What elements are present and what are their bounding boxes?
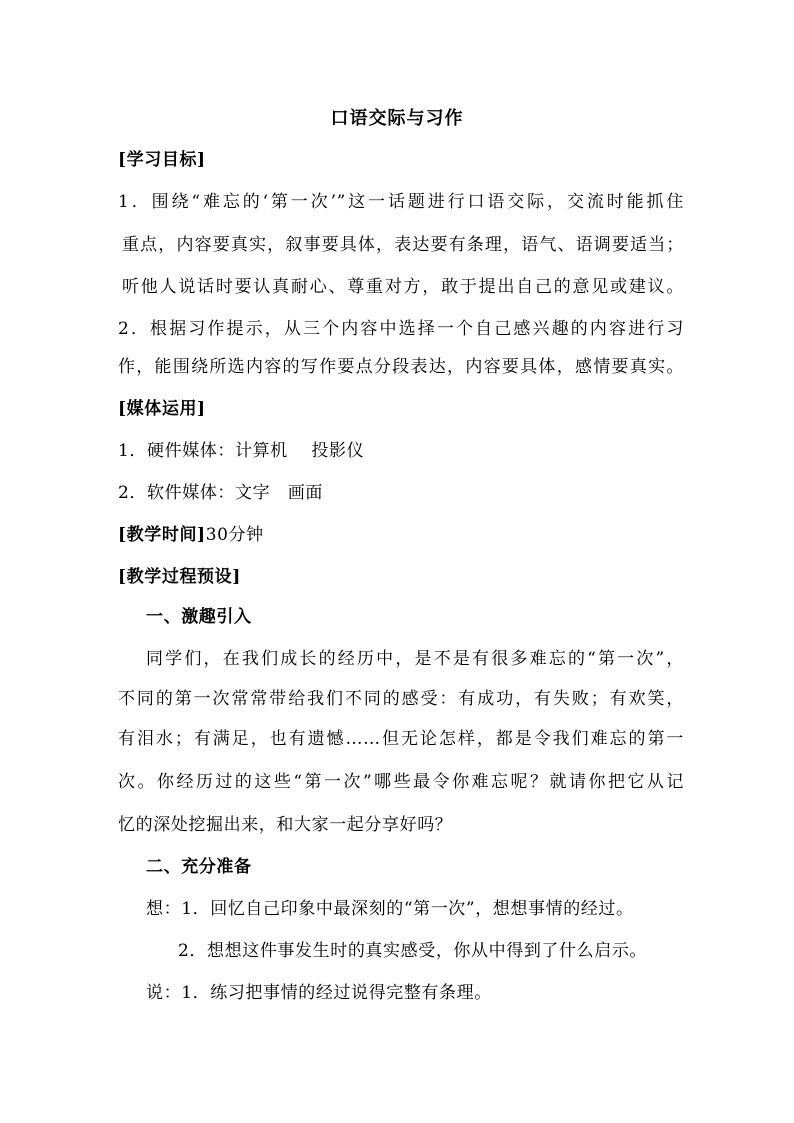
objectives-line: 听他人说话时要认真耐心、尊重对方，敢于提出自己的意见或建议。 — [122, 277, 684, 297]
objectives-heading: [学习目标] — [118, 150, 206, 170]
objectives-line: 2．根据习作提示，从三个内容中选择一个自己感兴趣的内容进行习 — [118, 319, 684, 339]
section1-heading: 一、激趣引入 — [146, 607, 252, 627]
section1-line: 次。你经历过的这些“第一次”哪些最令你难忘呢？就请你把它从记 — [118, 772, 684, 792]
objectives-line: 重点，内容要真实，叙事要具体，表达要有条理，语气、语调要适当； — [122, 235, 684, 255]
section1-line: 不同的第一次常常带给我们不同的感受：有成功，有失败；有欢笑， — [118, 689, 684, 709]
section2-line: 想：1．回忆自己印象中最深刻的“第一次”，想想事情的经过。 — [146, 899, 634, 919]
teaching-time-heading: [教学时间] — [118, 525, 206, 545]
section2-line: 说：1．练习把事情的经过说得完整有条理。 — [146, 983, 492, 1003]
section1-line: 忆的深处挖掘出来，和大家一起分享好吗？ — [118, 815, 453, 835]
teaching-time — [118, 524, 264, 546]
teaching-time-value: 30分钟 — [205, 525, 264, 545]
media-line: 1．硬件媒体：计算机 投影仪 — [118, 441, 365, 461]
process-heading: [教学过程预设] — [118, 567, 241, 587]
media-heading: [媒体运用] — [118, 399, 206, 419]
objectives-line: 作，能围绕所选内容的写作要点分段表达，内容要具体，感情要真实。 — [118, 357, 684, 377]
media-line: 2．软件媒体：文字 画面 — [118, 483, 324, 503]
section2-heading: 二、充分准备 — [146, 857, 252, 877]
section2-line: 2．想想这件事发生时的真实感受，你从中得到了什么启示。 — [178, 941, 648, 961]
document-title: 口语交际与习作 — [330, 108, 464, 129]
objectives-line: 1．围绕“难忘的‘第一次’”这一话题进行口语交际，交流时能抓住 — [118, 192, 684, 212]
section1-line: 同学们，在我们成长的经历中，是不是有很多难忘的“第一次”， — [146, 649, 684, 669]
section1-line: 有泪水；有满足，也有遗憾……但无论怎样，都是令我们难忘的第一 — [118, 729, 684, 749]
